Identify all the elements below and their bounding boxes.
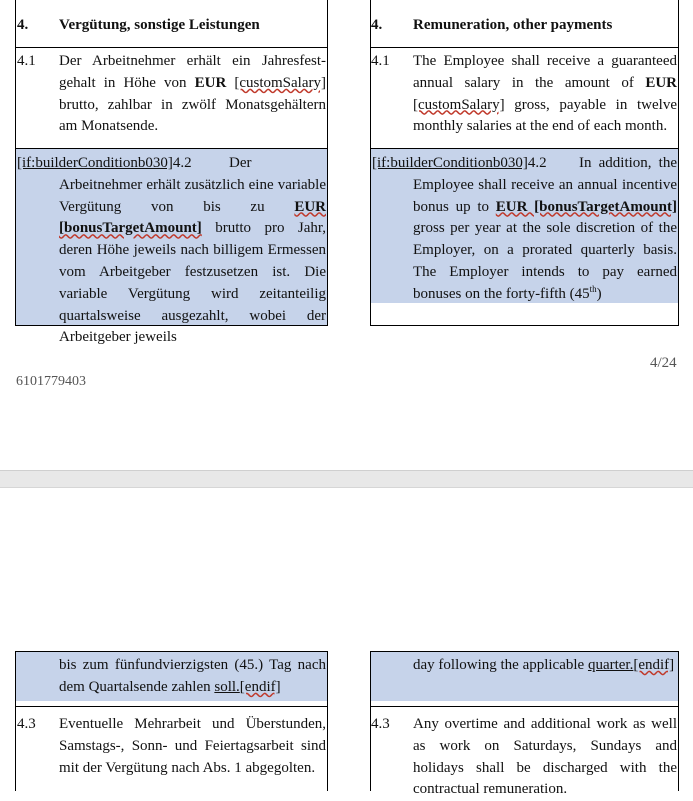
table-bottom-border [370, 325, 679, 326]
document-id: 6101779403 [16, 374, 86, 389]
de-clause-text: brutto pro Jahr, deren Höhe jeweils nach billigem Ermessen vom Arbeitgeber festzusetzen ist. Die variable Vergütung wird zeitanteilig quartalsweise ausgezahlt, wobei der Arbeitgeber jeweils [59, 220, 326, 346]
de-clause-text: bis zum fünfundvierzigsten (45.) Tag nach dem Quartalsende zahlen [59, 657, 326, 695]
en-clause-text: ) [596, 285, 602, 302]
en-clause-text: The Employee shall receive a guaranteed annual salary in the amount of [413, 53, 677, 91]
en-clause-4-2-continued [413, 655, 677, 677]
en-clause-text: gross per year at the sole discretion of the Employer, on a prorated quarterly basis. The Employer intends to pay earned bonuses on the forty-fifth (45 [413, 220, 677, 302]
en-clause-4-3: Any overtime and additional work as well as work on Saturdays, Sundays and holidays shall be discharged with the contractual remuneration. [413, 716, 677, 798]
row-divider [15, 706, 328, 707]
de-clause-text: Der Arbeitnehmer erhält ein Jahresfest-gehalt in Höhe von [59, 53, 326, 91]
en-clause-4-2 [413, 153, 677, 306]
de-clause-4-2 [59, 153, 326, 349]
en-clause-text: gross, payable in twelve monthly salaries at the end of each month. [413, 96, 677, 135]
document-page-5 [0, 488, 693, 798]
de-clause-text: Der Arbeitnehmer erhält zusätzlich eine variable Vergütung von bis zu [59, 155, 326, 215]
row-divider [15, 47, 328, 48]
de-clause-text: brutto, zahlbar in zwölf Monatsgehältern am Monatsende. [59, 96, 326, 135]
en-clause-text: day following the applicable [413, 657, 588, 673]
endif-tag: [endif] [239, 678, 281, 695]
en-clause-number: 4.2 [527, 155, 547, 171]
currency: EUR [645, 74, 677, 91]
de-clause-4-2-continued [59, 655, 326, 699]
en-section-heading: Remuneration, other payments [413, 17, 613, 33]
de-section-number: 4. [17, 17, 29, 33]
de-clause-number: 4.1 [17, 53, 36, 69]
de-section-heading: Vergütung, sonstige Leistungen [59, 17, 260, 33]
en-clause-4-1 [413, 51, 677, 138]
en-clause-number: 4.1 [371, 53, 390, 69]
currency: EUR [194, 74, 227, 91]
row-divider [370, 706, 679, 707]
en-clause-number: 4.3 [371, 716, 390, 732]
row-divider [370, 47, 679, 48]
de-clause-number: 4.2 [172, 155, 192, 171]
placeholder-custom-salary: [customSalary] [234, 74, 326, 91]
en-clause-text: In addition, the Employee shall receive an annual incentive bonus up to [413, 155, 677, 215]
condition-tag: [if:builderConditionb030] [372, 155, 528, 171]
page-separator [0, 470, 693, 488]
endif-tag: [endif] [633, 657, 675, 673]
en-clause-text: quarter. [587, 657, 634, 673]
de-clause-4-3: Eventuelle Mehrarbeit und Überstunden, Samstags-, Sonn- und Feiertagsarbeit sind mit der Vergütung nach Abs. 1 abgegolten. [59, 716, 326, 776]
page-number: 4/24 [650, 355, 677, 371]
de-clause-number: 4.3 [17, 716, 36, 732]
en-section-number: 4. [371, 17, 383, 33]
condition-tag: [if:builderConditionb030] [17, 155, 173, 171]
placeholder-bonus-target: EUR [bonusTargetAmount] [495, 198, 677, 215]
de-clause-4-1 [59, 51, 326, 138]
ordinal-suffix: th [589, 283, 597, 294]
placeholder-bonus-target: EUR [bonusTargetAmount] [59, 198, 326, 237]
placeholder-custom-salary: [customSalary] [413, 96, 505, 113]
de-clause-text: soll. [214, 678, 240, 695]
